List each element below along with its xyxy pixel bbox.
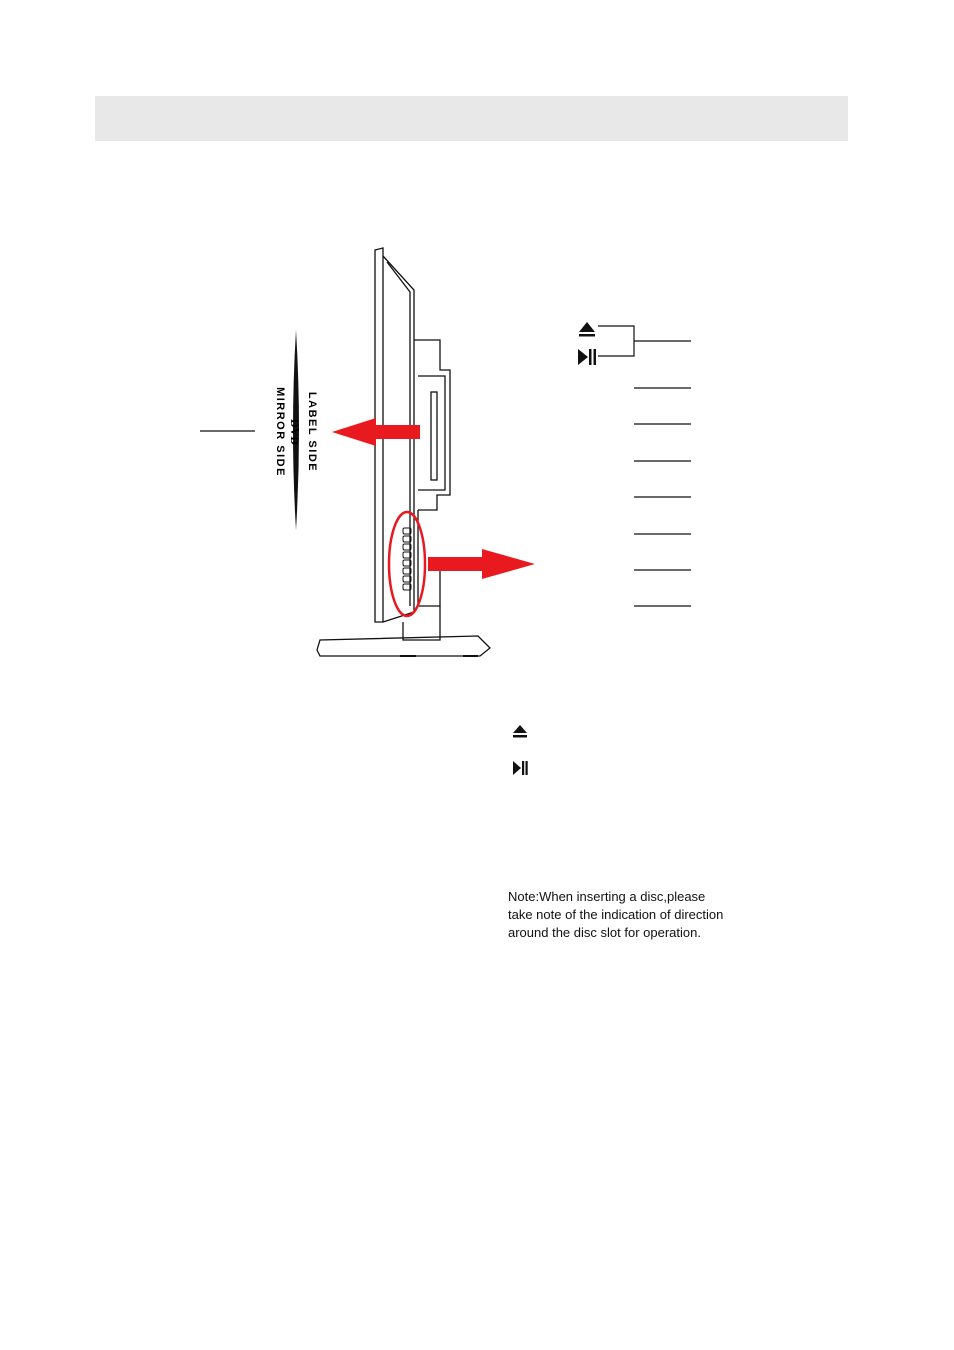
button-callouts <box>598 326 691 606</box>
disc-illustration <box>200 330 318 530</box>
legend-eject-row <box>512 722 538 742</box>
play-pause-icon <box>578 349 596 365</box>
disc-label-side-text: LABEL SIDE <box>306 391 318 473</box>
legend-play-pause-row <box>512 758 538 778</box>
eject-icon <box>579 322 595 337</box>
disc-mirror-side-text: MIRROR SIDE <box>274 387 286 477</box>
tv-side-profile <box>317 248 490 656</box>
eject-icon <box>512 724 528 740</box>
disc-insert-arrow <box>332 418 420 446</box>
disc-dvd-text: DVD <box>288 419 302 445</box>
disc-insertion-note: Note:When inserting a disc,please take note of the indication of direction around the disc slot for operation. <box>508 889 724 940</box>
button-callout-arrow <box>428 549 535 579</box>
play-pause-icon <box>512 760 528 776</box>
